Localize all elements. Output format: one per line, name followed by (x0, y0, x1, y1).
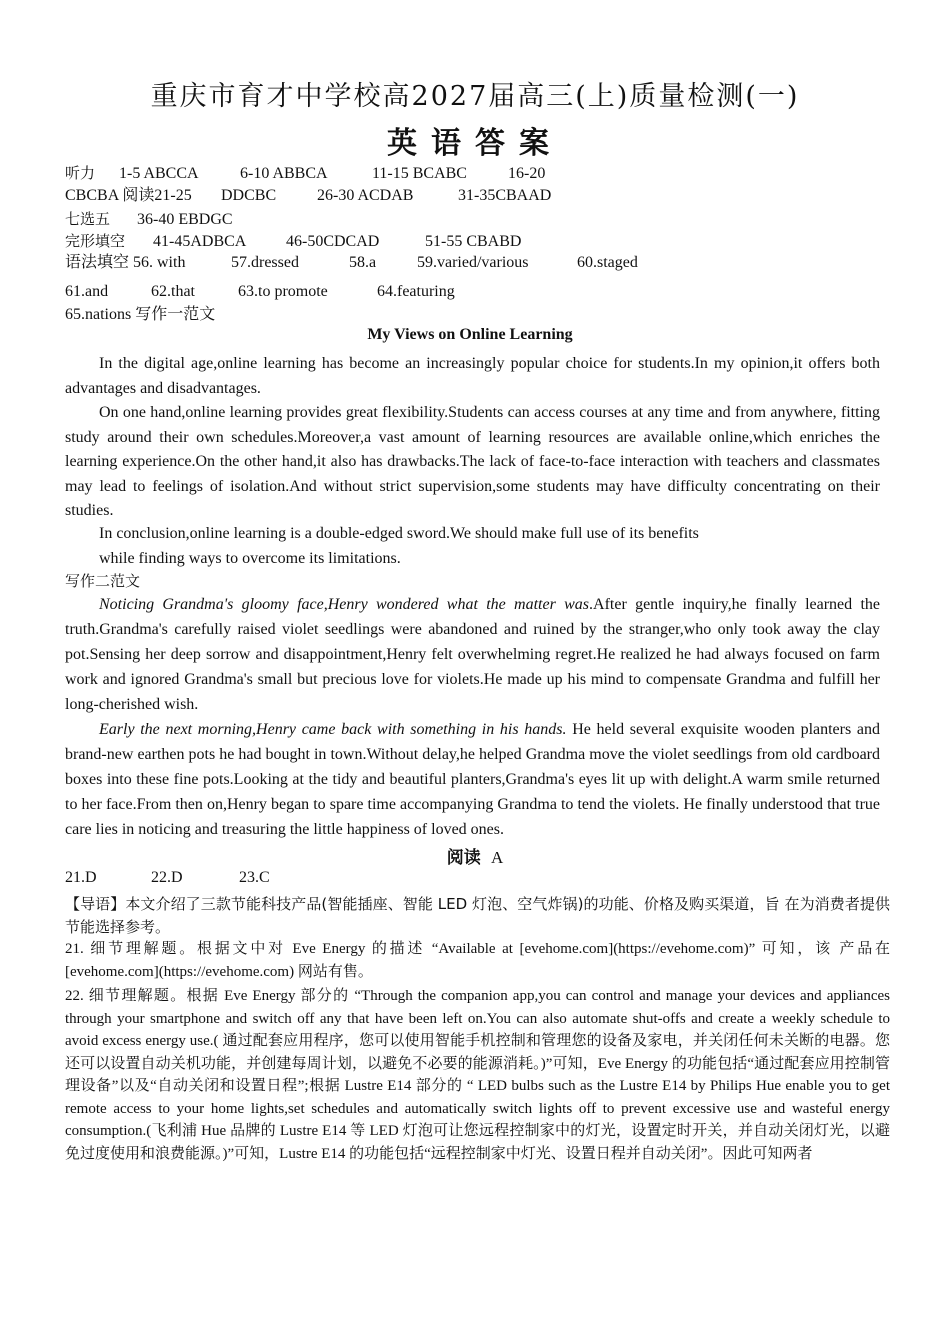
answer-item: 16-20 (508, 165, 546, 182)
answer-item: DDCBC (221, 187, 277, 204)
answer-label-seven-five: 七选五 (65, 210, 111, 228)
answer-item: 41-45ADBCA (153, 233, 247, 250)
answer-item: 59.varied/various (417, 254, 529, 271)
paragraph-text: He held several exquisite wooden planters and brand-new earthen pots he had bought in town.Without delay,he helped Grandma move the violet seedlings from old cardboard boxes into these fine pots.Looking at the tidy and beautiful planters,Grandma's eyes lit up with delight.A warm smile returned to her face.From then on,Henry began to spare time accompanying Grandma to tend the violets. He finally understood that true care lies in noticing and treasuring the little happiness of loved ones. (65, 721, 881, 838)
answer-item: 61.and (65, 283, 109, 300)
answer-label-cloze: 完形填空 (65, 232, 126, 250)
page-title: 重庆市育才中学校高2027届高三(上)质量检测(一) (150, 81, 800, 112)
answer-line-2 (65, 185, 551, 207)
answer-item: 64.featuring (377, 283, 455, 300)
essay1-paragraph-1 (65, 352, 880, 401)
answer-item: 51-55 CBABD (425, 233, 522, 250)
answer-item: 23.C (239, 869, 270, 886)
answer-line-1 (65, 162, 545, 185)
reading-q22-explanation: 22. 细节理解题。根据 Eve Energy 部分的 “Through the companion app,you can control and manage your devices and appliances through your smartphone and switch off any that have been left on.You can also automate shut-offs and create a weekly schedule to avoid excess energy use.( 通过配套应用程序，您可以使用智能手机控制和管理您的设备及家电，并关闭任何未关断的电器。您还可以设置自动关机功能，并创建每周计划，以避免不必要的能源消耗。)”可知，Eve Energy 的功能包括“通过配套应用控制管理设备”以及“自动关闭和设置日程”;根据 Lustre E14 部分的 “ LED bulbs such as the Lustre E14 by Philips Hue enable you to get remote access to your home lights,set schedules and automatically switch lights off to prevent excessive use and wasteful energy consumption.(飞利浦 Hue 品牌的 Lustre E14 等 LED 灯泡可让您远程控制家中的灯光，设置定时开关，并自动关闭灯光，以避免过度使用和浪费能源。)”可知，Lustre E14 的功能包括“远程控制家中灯光、设置日程并自动关闭”。因此可知两者 (65, 988, 890, 1162)
reading-q21-explanation: 21. 细节理解题。根据文中对 Eve Energy 的描述 “Available at [evehome.com](https://evehome.com)” 可知，该 产品在[evehome.com](https://evehome.com) 网站有售。 (65, 941, 890, 980)
answer-line-6 (65, 281, 455, 303)
paragraph-lead-italic: Noticing Grandma's gloomy face,Henry wondered what the matter was (99, 596, 590, 613)
answer-item: 65.nations 写作一范文 (65, 306, 216, 323)
paragraph-text: In conclusion,online learning is a double-edged sword.We should make full use of its benefits (99, 525, 699, 542)
paragraph-text: On one hand,online learning provides great flexibility.Students can access courses at any time and from anywhere, fitting study around their own schedules.Moreover,a vast amount of learning resources are available online,which enriches the learning experience.On the other hand,it also has drawbacks.The lack of face-to-face interaction with teachers and classmates may lead to feelings of isolation.And without strict supervision,some students may have difficulty concentrating on their studies. (65, 404, 880, 519)
answer-line-4 (65, 230, 521, 253)
essay2-paragraph-2 (65, 717, 880, 842)
answer-item: 11-15 BCABC (372, 165, 467, 182)
answer-item: 26-30 ACDAB (317, 187, 414, 204)
paragraph-text: In the digital age,online learning has become an increasingly popular choice for students.In my opinion,it offers both advantages and disadvantages. (65, 355, 880, 397)
answer-item: 62.that (151, 283, 195, 300)
section-heading-letter: A (490, 848, 504, 867)
section-heading-reading-a (0, 843, 950, 868)
answer-item: 58.a (349, 254, 377, 271)
essay-title: My Views on Online Learning (367, 326, 573, 343)
answer-item: 31-35CBAAD (458, 187, 552, 204)
answer-item: 46-50CDCAD (286, 233, 380, 250)
answer-item: 21.D (65, 869, 97, 886)
answer-item: 60.staged (577, 254, 638, 271)
section-heading-label: 阅读 (446, 848, 481, 868)
answer-item: 57.dressed (231, 254, 299, 271)
answer-item: 语法填空 56. with (65, 254, 186, 271)
answer-line-3 (65, 208, 233, 231)
page-subtitle: 英语答案 (387, 126, 563, 161)
essay2-paragraph-1 (65, 592, 880, 717)
answer-item: 36-40 EBDGC (137, 211, 233, 228)
answer-line-7 (65, 304, 215, 326)
writing2-label: 写作二范文 (65, 572, 141, 590)
essay1-paragraph-3-cont (99, 547, 914, 572)
answer-item: 22.D (151, 869, 183, 886)
reading-guide: 【导语】本文介绍了三款节能科技产品(智能插座、智能 LED 灯泡、空气炸锅)的功能、价格及购买渠道，旨 在为消费者提供节能选择参考。 (65, 895, 890, 936)
paragraph-text: while finding ways to overcome its limitations. (99, 550, 401, 567)
answer-label-listening: 听力 (65, 164, 96, 182)
answer-item: 6-10 ABBCA (240, 165, 328, 182)
answer-item: CBCBA 阅读21-25 (65, 187, 192, 204)
essay1-paragraph-2 (65, 401, 880, 524)
reading-answers (65, 867, 270, 889)
answer-line-5 (65, 252, 638, 274)
essay1-paragraph-3 (65, 522, 880, 547)
paragraph-text: .After gentle inquiry,he finally learned the truth.Grandma's carefully raised violet seedlings were abandoned and ruined by the stranger,who only took away the clay pot.Sensing her deep sorrow and disappointment,Henry felt overwhelming regret.He realized he had always focused on farm work and ignored Grandma's small but precious love for violets.He made up his mind to compensate Grandma and fulfill her long-cherished wish. (65, 596, 880, 713)
paragraph-lead-italic: Early the next morning,Henry came back with something in his hands. (99, 721, 567, 738)
answer-item: 63.to promote (238, 283, 328, 300)
answer-item: 1-5 ABCCA (119, 165, 199, 182)
